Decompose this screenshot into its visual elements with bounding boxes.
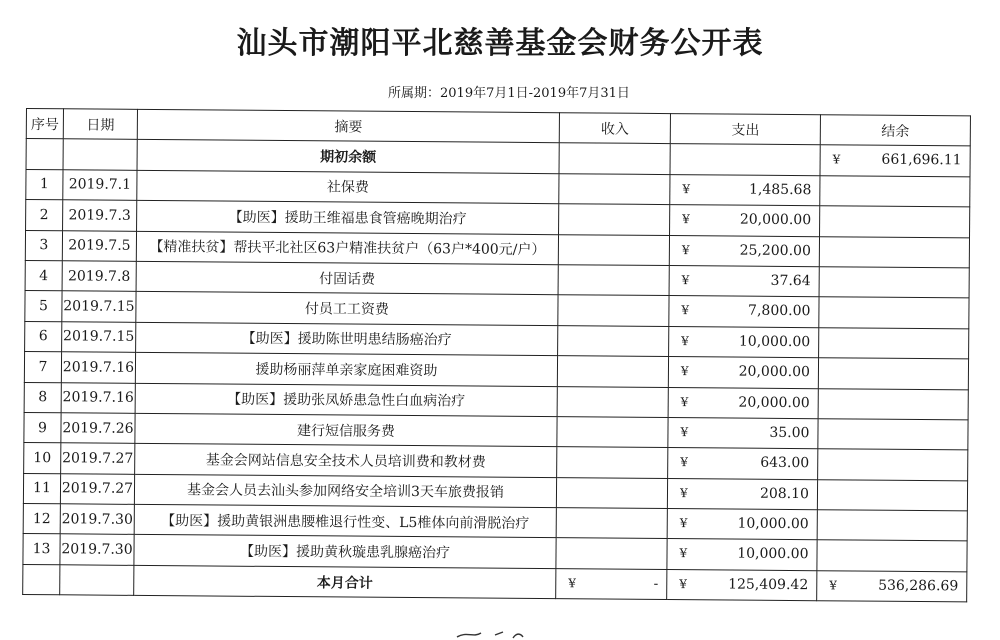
total-income [556,569,667,600]
cell-expense-value: 7,800.00 [748,303,811,320]
header-expense: 支出 [670,114,820,146]
cell-income [558,325,669,356]
cell-income [558,234,669,265]
cell-balance [819,236,969,268]
cell-no: 9 [24,412,61,443]
cell-no: 13 [23,534,60,565]
total-balance [817,571,967,603]
cell-date: 2019.7.1 [63,170,137,201]
currency-symbol: ¥ [679,516,688,531]
cell-income [559,173,670,204]
cell-expense [669,235,819,267]
cell-date: 2019.7.16 [61,382,135,413]
cell-expense-value: 25,200.00 [739,242,811,259]
opening-balance-cell [820,145,970,177]
currency-symbol: ¥ [681,333,689,348]
cell-summary: 付员工工资费 [136,292,558,326]
cell-balance [817,540,967,572]
cell-income [558,265,669,296]
cell-date: 2019.7.27 [60,473,134,504]
total-income-value: - [653,575,659,592]
cell-date [60,565,134,596]
ledger-table [22,108,971,603]
cell-expense [669,326,819,358]
cell-balance [820,206,970,238]
cell-summary: 【助医】援助王维福患食管癌晚期治疗 [137,201,559,235]
document-title: 汕头市潮阳平北慈善基金会财务公开表 [236,26,764,61]
currency-symbol: ¥ [680,455,688,470]
cell-expense [668,357,818,389]
cell-date: 2019.7.15 [62,291,136,322]
cell-balance [820,176,970,208]
cell-income [557,386,668,417]
cell-expense [667,539,817,571]
cell-no: 8 [24,382,61,413]
cell-summary: 援助杨丽萍单亲家庭困难资助 [135,352,557,386]
cell-expense-value: 10,000.00 [737,546,809,563]
cell-no: 1 [26,169,63,200]
cell-date: 2019.7.5 [62,230,136,261]
opening-label: 期初余额 [137,140,559,174]
cell-expense-value: 20,000.00 [738,363,811,381]
cell-no: 7 [24,352,61,383]
cell-no: 6 [25,321,62,352]
cell-summary: 基金会网站信息安全技术人员培训费和教材费 [135,444,557,478]
cell-summary: 【助医】援助黄秋璇患乳腺癌治疗 [134,535,556,569]
currency-symbol: ¥ [682,181,691,196]
cell-date: 2019.7.8 [62,261,136,292]
cell-expense-value: 1,485.68 [748,181,812,198]
cell-income [557,447,668,478]
header-summary: 摘要 [137,109,559,143]
cell-date: 2019.7.15 [62,322,136,353]
currency-symbol: ¥ [680,425,689,440]
cell-income [557,417,668,448]
cell-expense [667,509,817,541]
cell-expense [668,387,818,419]
cell-no: 5 [25,291,62,322]
cell-no: 12 [23,504,60,535]
total-expense [667,569,817,601]
cell-expense-value: 208.10 [759,485,810,502]
cell-balance [819,327,969,359]
cell-summary: 【助医】援助黄银洲患腰椎退行性变、L5椎体向前滑脱治疗 [134,504,556,538]
cell-no: 2 [26,200,63,231]
cell-summary: 【助医】援助张凤娇患急性白血病治疗 [135,383,557,417]
cell-balance [818,419,968,451]
cell-expense-value: 20,000.00 [739,211,812,229]
cell-expense [668,417,818,449]
cell-no: 10 [24,443,61,474]
cell-balance [818,358,968,390]
cell-no: 4 [25,260,62,291]
currency-symbol: ¥ [682,212,690,227]
currency-symbol: ¥ [680,394,689,409]
cell-no: 11 [23,473,60,504]
header-date: 日期 [63,109,137,140]
currency-symbol: ¥ [679,485,688,500]
period-label: 所属期：2019年7月1日-2019年7月31日 [388,86,630,101]
cell-no [23,564,60,595]
cell-date: 2019.7.3 [63,200,137,231]
currency-symbol: ¥ [681,273,690,288]
cell-expense-value: 35.00 [769,424,810,442]
cell-summary: 基金会人员去汕头参加网络安全培训3天车旅费报销 [134,474,556,508]
cell-summary: 【助医】援助陈世明患结肠癌治疗 [136,322,558,356]
currency-symbol: ¥ [679,577,687,592]
total-expense-value: 125,409.42 [728,576,809,594]
cell-balance [817,479,967,511]
cell-expense [670,174,820,206]
cell-balance [819,297,969,329]
cell-date [63,139,137,170]
cell-expense-value: 37.64 [770,272,811,290]
cell-date: 2019.7.16 [61,352,135,383]
cell-expense [669,266,819,298]
handwritten-mark [455,629,525,639]
cell-income [556,538,667,569]
cell-expense [670,205,820,237]
currency-symbol: ¥ [568,576,576,591]
header-income: 收入 [559,113,670,144]
cell-no [26,139,63,170]
cell-expense-value: 643.00 [760,455,810,472]
cell-expense [668,448,818,480]
cell-income [556,508,667,539]
cell-expense [667,478,817,510]
cell-balance [819,267,969,299]
cell-summary: 【精准扶贫】帮扶平北社区63户精准扶贫户（63户*400元/户） [136,231,558,265]
cell-expense [670,144,820,176]
currency-symbol: ¥ [679,546,688,561]
cell-income [558,295,669,326]
cell-date: 2019.7.26 [61,413,135,444]
currency-symbol: ¥ [829,578,837,593]
total-balance-value: 536,286.69 [878,577,959,595]
currency-symbol: ¥ [832,152,841,167]
cell-balance [817,510,967,542]
cell-income [557,356,668,387]
currency-symbol: ¥ [681,303,690,318]
cell-summary: 社保费 [137,170,559,204]
header-no: 序号 [26,109,63,140]
cell-balance [818,449,968,481]
header-balance: 结余 [820,115,970,147]
cell-balance [818,388,968,420]
cell-summary: 建行短信服务费 [135,413,557,447]
cell-summary: 付固话费 [136,261,558,295]
cell-expense-value: 10,000.00 [738,333,811,350]
cell-expense-value: 10,000.00 [737,515,809,533]
cell-date: 2019.7.30 [60,504,134,535]
cell-date: 2019.7.30 [60,534,134,565]
cell-income [559,143,670,174]
cell-income [556,477,667,508]
total-label: 本月合计 [134,565,556,599]
cell-income [559,204,670,235]
opening-balance-value: 661,696.11 [881,152,962,169]
cell-expense-value: 20,000.00 [738,394,810,411]
currency-symbol: ¥ [680,364,689,379]
cell-no: 3 [25,230,62,261]
currency-symbol: ¥ [681,242,690,257]
total-row [23,564,967,602]
cell-expense [669,296,819,328]
cell-date: 2019.7.27 [61,443,135,474]
